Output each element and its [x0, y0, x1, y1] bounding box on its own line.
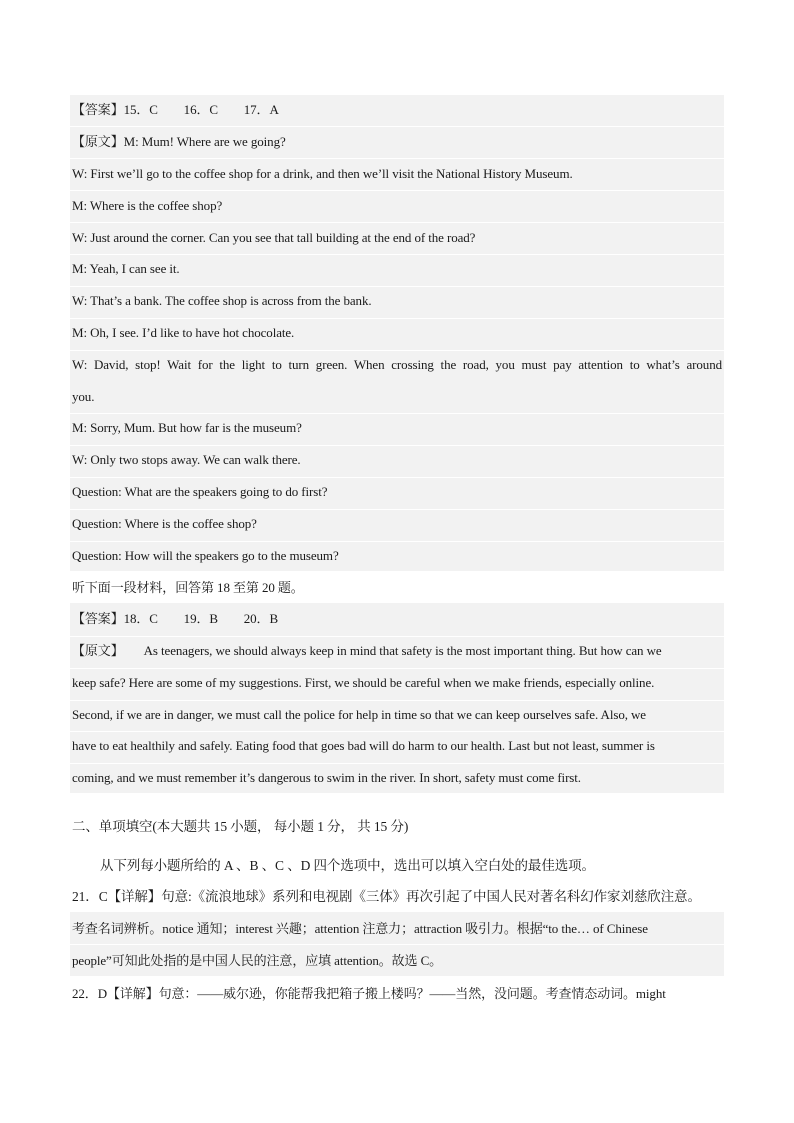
- row-separator: [70, 254, 724, 255]
- dialogue-line: W: Just around the corner. Can you see that tall building at the end of the road?: [72, 230, 476, 245]
- row-separator: [70, 222, 724, 223]
- next-section-instruction: 听下面一段材料，回答第 18 至第 20 题。: [72, 580, 304, 595]
- passage-line: [72, 642, 722, 660]
- q22-line: 22．D【详解】句意：——威尔逊，你能帮我把箱子搬上楼吗？——当然，没问题。考查情态动词。might: [72, 986, 666, 1001]
- row-separator: [70, 318, 724, 319]
- listening-block-2: [70, 603, 724, 793]
- section-heading: 二、单项填空(本大题共 15 小题， 每小题 1 分， 共 15 分): [72, 819, 409, 834]
- dialogue-line: M: Yeah, I can see it.: [72, 261, 180, 276]
- row-separator: [70, 541, 724, 542]
- dialogue-line: W: Only two stops away. We can walk there.: [72, 452, 301, 467]
- row-separator: [70, 944, 724, 945]
- row-separator: [70, 509, 724, 510]
- answer-line-18-20: 【答案】18．C 19．B 20．B: [72, 611, 279, 626]
- q21-line: 考查名词辨析。notice 通知；interest 兴趣；attention 注意力；attraction 吸引力。根据“to the… of Chinese: [72, 921, 648, 936]
- script-label: 【原文】: [72, 643, 124, 658]
- answer-line-15-17: 【答案】15．C 16．C 17．A: [72, 102, 279, 117]
- row-separator: [70, 286, 724, 287]
- row-separator: [70, 668, 724, 669]
- q21-line: 21．C【详解】句意:《流浪地球》系列和电视剧《三体》再次引起了中国人民对著名科幻作家刘慈欣注意。: [72, 889, 701, 904]
- dialogue-line: M: Oh, I see. I’d like to have hot chocolate.: [72, 325, 295, 340]
- row-separator: [70, 350, 724, 351]
- dialogue-line: W: First we’ll go to the coffee shop for a drink, and then we’ll visit the National History Museum.: [72, 166, 573, 181]
- row-separator: [70, 477, 724, 478]
- row-separator: [70, 763, 724, 764]
- dialogue-line: [72, 133, 722, 151]
- dialogue-line: you.: [72, 389, 95, 404]
- passage-line: have to eat healthily and safely. Eating food that goes bad will do harm to our health. Last but not least, summer is: [72, 738, 655, 753]
- script-label: 【原文】: [72, 134, 124, 149]
- dialogue-line: M: Where is the coffee shop?: [72, 198, 223, 213]
- question-line: Question: Where is the coffee shop?: [72, 516, 257, 531]
- question-line: Question: What are the speakers going to do first?: [72, 484, 328, 499]
- row-separator: [70, 700, 724, 701]
- row-separator: [70, 636, 724, 637]
- passage-line: coming, and we must remember it’s dangerous to swim in the river. In short, safety must come first.: [72, 770, 581, 785]
- q21-line: people”可知此处指的是中国人民的注意，应填 attention。故选 C。: [72, 953, 443, 968]
- passage-line: keep safe? Here are some of my suggestions. First, we should be careful when we make friends, especially online.: [72, 675, 655, 690]
- row-separator: [70, 445, 724, 446]
- dialogue-line: M: Sorry, Mum. But how far is the museum?: [72, 420, 302, 435]
- row-separator: [70, 158, 724, 159]
- dialogue-line: W: That’s a bank. The coffee shop is across from the bank.: [72, 293, 372, 308]
- passage-line: Second, if we are in danger, we must call the police for help in time so that we can keep ourselves safe. Also, we: [72, 707, 646, 722]
- row-separator: [70, 731, 724, 732]
- passage-text: As teenagers, we should always keep in mind that safety is the most important thing. But how can we: [143, 643, 662, 658]
- section-instruction: 从下列每小题所给的 A 、B 、C 、D 四个选项中，选出可以填入空白处的最佳选项。: [100, 858, 595, 873]
- dialogue-line: W: David, stop! Wait for the light to turn green. When crossing the road, you must pay attention to what’s around: [72, 357, 722, 372]
- question-line: Question: How will the speakers go to the museum?: [72, 548, 339, 563]
- row-separator: [70, 413, 724, 414]
- dialogue-text: M: Mum! Where are we going?: [123, 134, 286, 149]
- row-separator: [70, 190, 724, 191]
- row-separator: [70, 126, 724, 127]
